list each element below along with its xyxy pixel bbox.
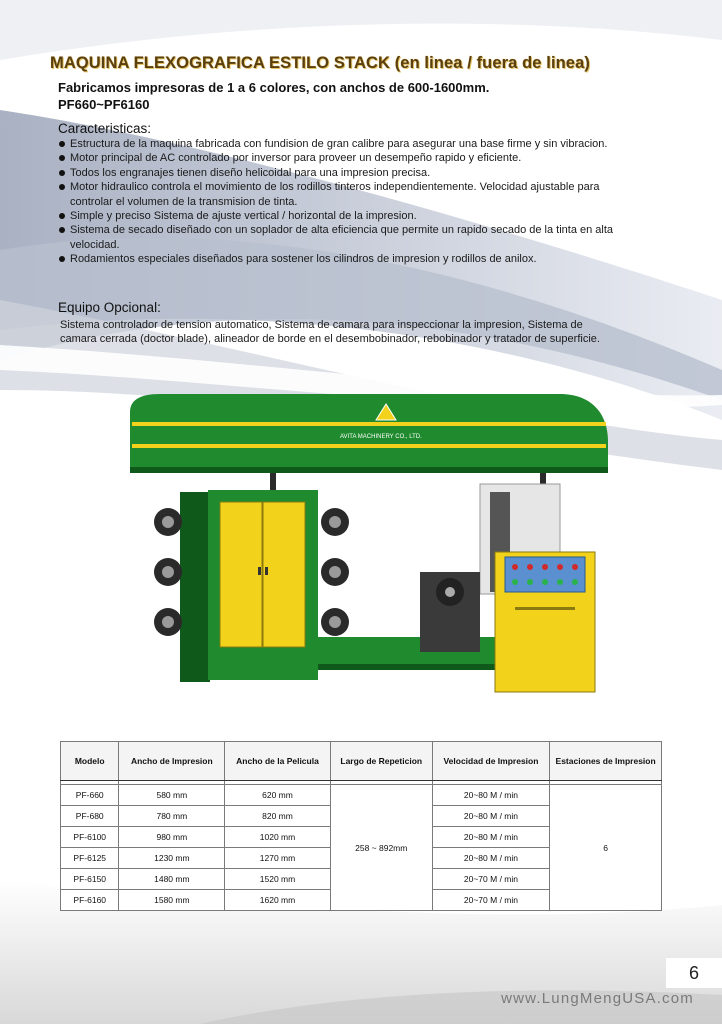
- page-title: MAQUINA FLEXOGRAFICA ESTILO STACK (en linea / fuera de linea): [50, 54, 590, 72]
- cell-print-speed: 20~80 M / min: [432, 827, 550, 848]
- cell-print-width: 1230 mm: [119, 848, 225, 869]
- feature-item: Rodamientos especiales diseñados para sostener los cilindros de impresion y rodillos de anilox.: [48, 252, 623, 266]
- features-heading: Caracteristicas:: [58, 121, 152, 136]
- cell-stations: 6: [550, 785, 662, 911]
- feature-item: Todos los engranajes tienen diseño helicoidal para una impresion precisa.: [48, 166, 623, 180]
- cell-print-width: 1480 mm: [119, 869, 225, 890]
- col-header-stations: Estaciones de Impresion: [550, 742, 662, 781]
- optional-heading: Equipo Opcional:: [58, 300, 161, 315]
- cell-model: PF-6160: [61, 890, 119, 911]
- cell-repeat-length: 258 ~ 892mm: [330, 785, 432, 911]
- feature-item: Motor principal de AC controlado por inversor para proveer un desempeño rapido y eficiente.: [48, 151, 623, 165]
- cell-film-width: 1620 mm: [225, 890, 331, 911]
- col-header-print-speed: Velocidad de Impresion: [432, 742, 550, 781]
- table-row: [61, 785, 662, 806]
- cell-model: PF-6150: [61, 869, 119, 890]
- flexo-machine-illustration: [120, 392, 610, 702]
- cell-print-width: 580 mm: [119, 785, 225, 806]
- col-header-print-width: Ancho de Impresion: [119, 742, 225, 781]
- cell-print-speed: 20~70 M / min: [432, 890, 550, 911]
- cell-print-width: 980 mm: [119, 827, 225, 848]
- page-number: 6: [666, 958, 722, 988]
- feature-item: Simple y preciso Sistema de ajuste vertical / horizontal de la impresion.: [48, 209, 623, 223]
- cell-print-speed: 20~80 M / min: [432, 785, 550, 806]
- cell-model: PF-6125: [61, 848, 119, 869]
- cell-film-width: 1270 mm: [225, 848, 331, 869]
- cell-film-width: 820 mm: [225, 806, 331, 827]
- feature-item: Sistema de secado diseñado con un soplador de alta eficiencia que permite un rapido secado de la tinta en alta velocidad.: [48, 223, 623, 252]
- cell-print-width: 780 mm: [119, 806, 225, 827]
- subtitle-line-1: Fabricamos impresoras de 1 a 6 colores, con anchos de 600-1600mm.: [58, 80, 490, 95]
- cell-print-speed: 20~80 M / min: [432, 806, 550, 827]
- col-header-film-width: Ancho de la Pelicula: [225, 742, 331, 781]
- subtitle: [58, 79, 489, 113]
- machine-brand-label: AVITA MACHINERY CO., LTD.: [340, 434, 422, 440]
- cell-print-speed: 20~70 M / min: [432, 869, 550, 890]
- cell-film-width: 1520 mm: [225, 869, 331, 890]
- feature-item: Estructura de la maquina fabricada con fundision de gran calibre para asegurar una base firme y sin vibracion.: [48, 137, 623, 151]
- feature-item: Motor hidraulico controla el movimiento de los rodillos tinteros independientemente. Velocidad ajustable para controlar el volumen de la transmision de tinta.: [48, 180, 623, 209]
- cell-print-speed: 20~80 M / min: [432, 848, 550, 869]
- features-list: [48, 137, 623, 267]
- cell-model: PF-6100: [61, 827, 119, 848]
- footer-website[interactable]: www.LungMengUSA.com: [501, 990, 694, 1007]
- cell-film-width: 620 mm: [225, 785, 331, 806]
- cell-film-width: 1020 mm: [225, 827, 331, 848]
- table-header-row: [61, 742, 662, 781]
- optional-text: Sistema controlador de tension automatico, Sistema de camara para inspeccionar la impresion, Sistema de camara cerrada (doctor blade), alineador de borde en el desembobinador, rebobinador y tratador de superficie.: [60, 319, 600, 346]
- cell-print-width: 1580 mm: [119, 890, 225, 911]
- spec-table: [60, 741, 662, 911]
- col-header-repeat-length: Largo de Repeticion: [330, 742, 432, 781]
- subtitle-line-2: PF660~PF6160: [58, 97, 150, 112]
- cell-model: PF-660: [61, 785, 119, 806]
- cell-model: PF-680: [61, 806, 119, 827]
- col-header-model: Modelo: [61, 742, 119, 781]
